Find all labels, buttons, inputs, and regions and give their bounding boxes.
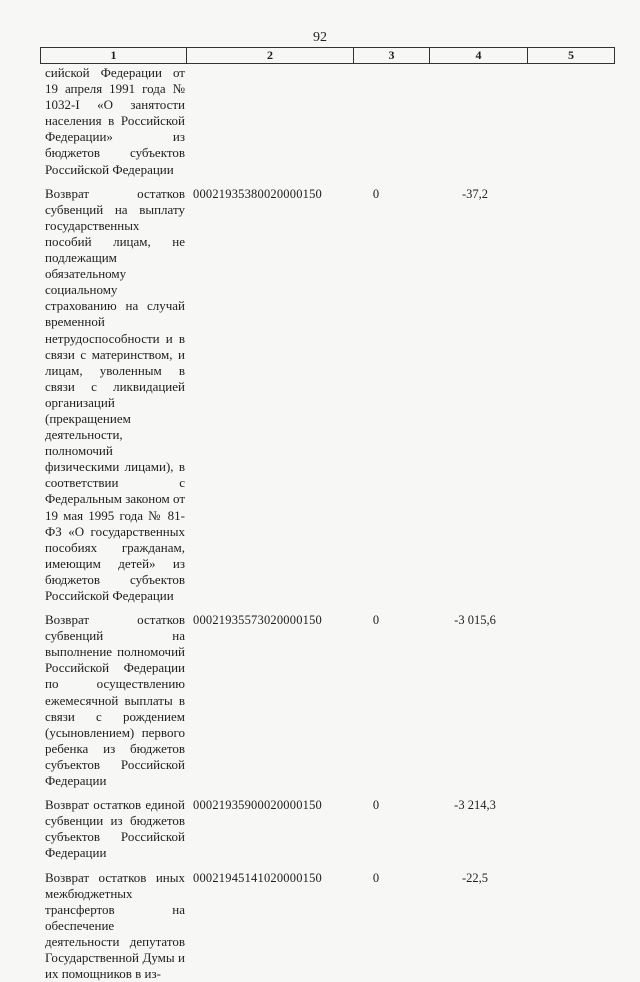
row-code: 00021935573020000150 <box>193 612 322 628</box>
header-col-2: 2 <box>187 48 353 63</box>
header-col-5: 5 <box>528 48 614 63</box>
row-name: Возврат остатков субвенций на выплату государственных пособий лицам, не подлежащим обязательному социальному страхованию на случай временной нетрудоспособности и в связи с материнством, и лицам, уволенным в связи с ликвидацией организаций (прекращением деятельности, полномочий физическими лицами), в соответствии с Федеральным законом от 19 мая 1995 года № 81-ФЗ «О государственных пособиях гражданам, имеющим детей» из бюджетов субъектов Российской Федерации <box>45 186 185 604</box>
budget-table <box>40 47 615 982</box>
table-row <box>40 797 615 861</box>
row-col4: -22,5 <box>435 870 515 886</box>
table-header-row <box>40 47 615 64</box>
row-name: Возврат остатков субвенций на выполнение полномочий Российской Федерации по осуществлению ежемесячной выплаты в связи с рождением (усыновлением) первого ребенка из бюджетов субъектов Российской Федерации <box>45 612 185 789</box>
row-name: Возврат остатков единой субвенции из бюджетов субъектов Российской Федерации <box>45 797 185 861</box>
table-row <box>40 870 615 982</box>
row-col4: -3 015,6 <box>435 612 515 628</box>
header-col-1: 1 <box>41 48 186 63</box>
page-number: 92 <box>0 30 640 46</box>
row-code: 00021935900020000150 <box>193 797 322 813</box>
row-code: 00021935380020000150 <box>193 186 322 202</box>
row-code: 00021945141020000150 <box>193 870 322 886</box>
row-col3: 0 <box>365 186 387 202</box>
row-name: сийской Федерации от 19 апреля 1991 года № 1032-I «О занятости населения в Российской Федерации» из бюджетов субъектов Российской Федерации <box>45 65 185 178</box>
row-name: Возврат остатков иных межбюджетных трансфертов на обеспечение деятельности депутатов Государственной Думы и их помощников в из- <box>45 870 185 982</box>
row-col3: 0 <box>365 612 387 628</box>
row-col4: -3 214,3 <box>435 797 515 813</box>
header-col-3: 3 <box>354 48 429 63</box>
header-col-4: 4 <box>430 48 527 63</box>
row-col3: 0 <box>365 870 387 886</box>
row-col4: -37,2 <box>435 186 515 202</box>
table-row <box>40 65 615 178</box>
table-row <box>40 186 615 604</box>
table-row <box>40 612 615 789</box>
row-col3: 0 <box>365 797 387 813</box>
